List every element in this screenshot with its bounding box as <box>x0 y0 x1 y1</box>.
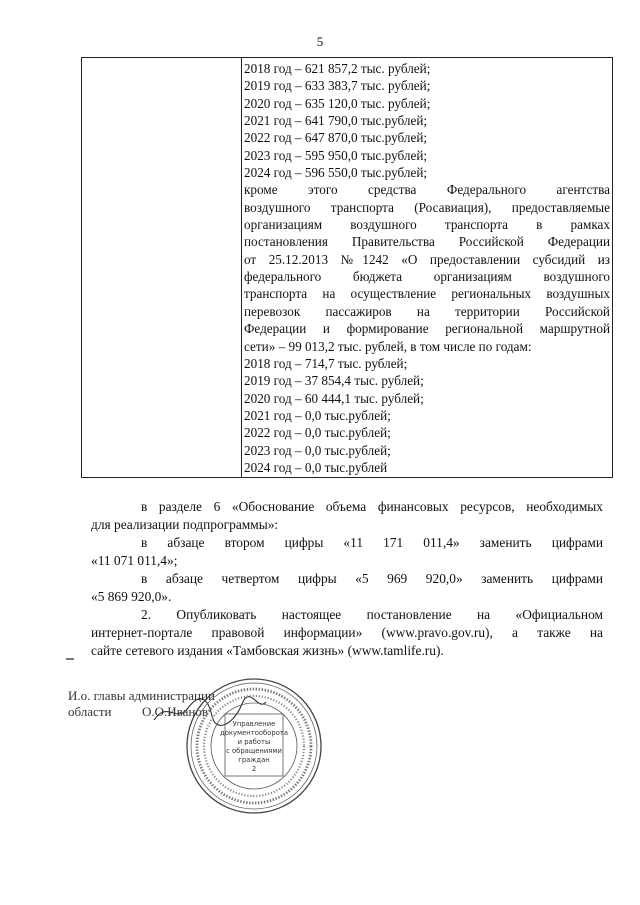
subsidy-paragraph-line: воздушного транспорта (Росавиация), предоставляемые <box>244 199 610 215</box>
table-empty-left-column <box>82 58 242 477</box>
year-line: 2021 год – 641 790,0 тыс.рублей; <box>244 113 428 129</box>
year-line: 2021 год – 0,0 тыс.рублей; <box>244 407 391 423</box>
amendment-line: «11 071 011,4»; <box>91 553 178 568</box>
page-number: 5 <box>316 34 324 49</box>
amendment-line: в абзаце втором цифры «11 171 011,4» заменить цифрами <box>141 535 603 550</box>
stamp-center-text: и работы <box>237 738 271 746</box>
stamp-center-text: документооборота <box>220 729 288 737</box>
table-right-column <box>244 60 610 476</box>
year-line: 2020 год – 60 444,1 тыс. рублей; <box>244 390 424 406</box>
subsidy-paragraph-line: организациям воздушного транспорта в рамках <box>244 217 610 233</box>
section6-paragraph <box>91 498 603 534</box>
year-line: 2024 год – 0,0 тыс.рублей <box>244 459 388 475</box>
signatory-name: О.О.Иванов <box>141 704 208 719</box>
subsidy-paragraph-line: транспорта на осуществление региональных воздушных <box>244 286 610 302</box>
subsidy-paragraph-last-line: сети» – 99 013,2 тыс. рублей, в том числе по годам: <box>244 338 532 354</box>
subsidy-paragraph-line: кроме этого средства Федерального агентства <box>244 182 610 198</box>
year-line: 2023 год – 0,0 тыс.рублей; <box>244 442 391 458</box>
stamp-center-text: граждан <box>238 756 270 764</box>
subsidy-paragraph-line: перевозок пассажиров на территории Российской <box>244 303 610 319</box>
stamp-center-text: 2 <box>251 765 257 773</box>
year-line: 2018 год – 714,7 тыс. рублей; <box>244 355 408 371</box>
amendment-line: в абзаце четвертом цифры «5 969 920,0» заменить цифрами <box>141 571 603 586</box>
signatory-title: И.о. главы администрации <box>68 688 215 703</box>
subsidy-paragraph-line: постановления Правительства Российской Федерации <box>244 234 610 250</box>
year-line: 2018 год – 621 857,2 тыс. рублей; <box>244 61 431 76</box>
year-line: 2024 год – 596 550,0 тыс.рублей; <box>244 165 428 181</box>
budget-table <box>81 57 613 478</box>
second-paragraph-amendment <box>91 534 603 570</box>
year-line: 2023 год – 595 950,0 тыс.рублей; <box>244 147 428 163</box>
year-line: 2019 год – 633 383,7 тыс. рублей; <box>244 78 431 94</box>
signatory-region: области <box>68 704 112 719</box>
year-line: 2022 год – 0,0 тыс.рублей; <box>244 425 391 441</box>
section6-line: в разделе 6 «Обоснование объема финансовых ресурсов, необходимых <box>141 499 603 514</box>
section6-line: для реализации подпрограммы»: <box>91 517 279 532</box>
fourth-paragraph-amendment <box>91 570 603 606</box>
publication-line: интернет-портале правовой информации» (www.pravo.gov.ru), а также на <box>91 625 603 640</box>
year-line: 2020 год – 635 120,0 тыс. рублей; <box>244 95 431 111</box>
subsidy-paragraph-line: федерального бюджета организациям воздушного <box>244 269 610 285</box>
subsidy-paragraph-line: Федерации и формирование региональной маршрутной <box>244 321 610 337</box>
stamp-center-text: с обращениями <box>226 747 282 755</box>
publication-item <box>91 606 603 660</box>
official-stamp-seal <box>184 676 324 816</box>
subsidy-paragraph-line: от 25.12.2013 №1242 «О предоставлении субсидий из <box>244 251 610 267</box>
stamp-center-text: Управление <box>232 720 276 728</box>
publication-line: 2. Опубликовать настоящее постановление на «Официальном <box>141 607 603 622</box>
year-line: 2022 год – 647 870,0 тыс.рублей; <box>244 130 428 146</box>
publication-line: сайте сетевого издания «Тамбовская жизнь» (www.tamlife.ru). <box>91 643 444 658</box>
year-line: 2019 год – 37 854,4 тыс. рублей; <box>244 373 424 389</box>
amendment-line: «5 869 920,0». <box>91 589 172 604</box>
margin-mark <box>66 658 74 660</box>
